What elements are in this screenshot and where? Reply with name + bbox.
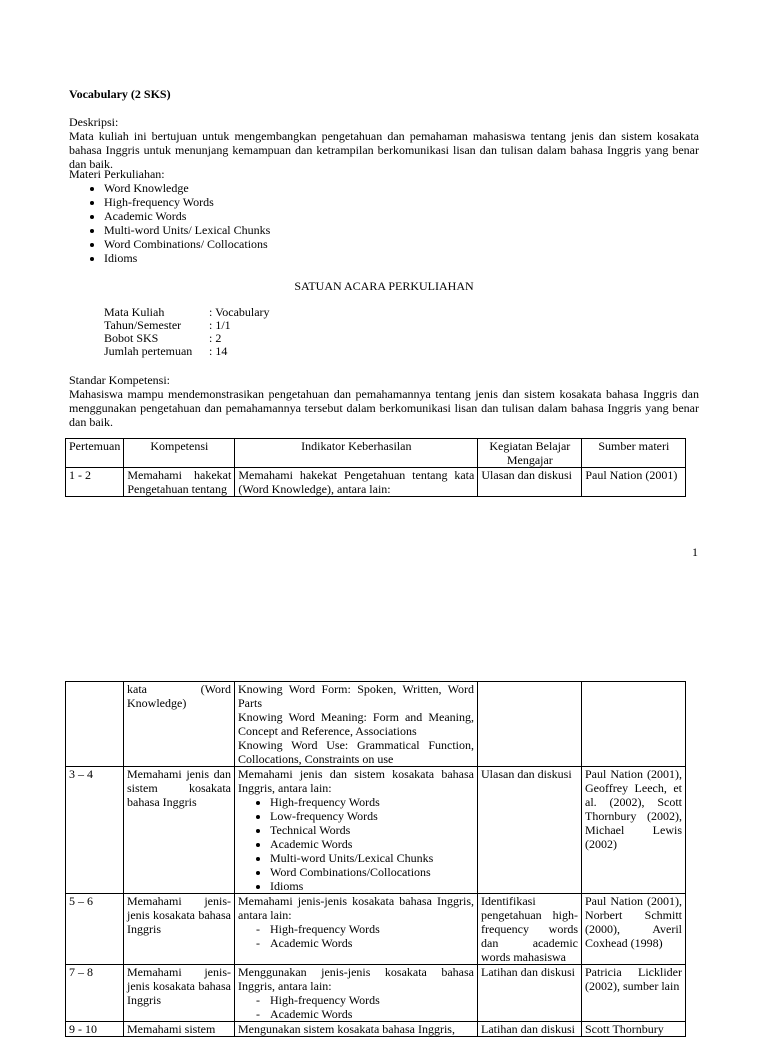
cell-pertemuan: 3 – 4: [66, 767, 124, 894]
table-row: [66, 965, 686, 1022]
cell-pertemuan: 9 - 10: [66, 1022, 124, 1037]
indikator-dash-item: - High-frequency Words: [270, 993, 474, 1007]
header-pertemuan: Pertemuan: [66, 439, 124, 468]
deskripsi-text: Mata kuliah ini bertujuan untuk mengembangkan pengetahuan dan pemahaman mahasiswa tentang jenis dan sistem kosakata bahasa Inggris untuk menunjang kemampuan dan ketrampilan berkomunikasi lisan dan tulisan dalam bahasa Inggris yang benar dan baik.: [69, 129, 699, 171]
indikator-dash-item: - High-frequency Words: [270, 922, 474, 936]
info-label: Tahun/Semester: [104, 318, 182, 332]
document-title: Vocabulary (2 SKS): [69, 87, 171, 101]
indikator-line: Knowing Word Meaning: Form and Meaning, Concept and Reference, Associations: [238, 710, 474, 738]
indikator-dashes: [238, 922, 474, 950]
cell-pertemuan: 7 – 8: [66, 965, 124, 1022]
header-indikator: Indikator Keberhasilan: [235, 439, 478, 468]
table-row: [66, 468, 686, 497]
sap-table-page2: [65, 681, 686, 1037]
indikator-bullet: • Word Combinations/Collocations: [270, 865, 474, 879]
info-value: : 14: [209, 344, 228, 358]
cell-sumber: Patricia Licklider (2002), sumber lain: [582, 965, 686, 1022]
cell-pertemuan: [66, 682, 124, 767]
materi-list: [69, 181, 699, 265]
info-label: Mata Kuliah: [104, 305, 165, 319]
cell-sumber: Paul Nation (2001), Geoffrey Leech, et al. (2002), Scott Thornbury (2002), Michael Lewis (2002): [582, 767, 686, 894]
cell-sumber: [582, 682, 686, 767]
indikator-line: Knowing Word Form: Spoken, Written, Word Parts: [238, 682, 474, 710]
cell-kegiatan: Identifikasi pengetahuan high-frequency words dan academic words mahasiswa: [478, 894, 582, 965]
cell-kompetensi: Memahami jenis-jenis kosakata bahasa Inggris: [124, 965, 235, 1022]
indikator-bullet: • High-frequency Words: [270, 795, 474, 809]
sap-table-page1: [65, 438, 686, 497]
indikator-bullet: • Idioms: [270, 879, 474, 893]
materi-section: [69, 167, 699, 265]
table-row: [66, 894, 686, 965]
cell-indikator: [235, 894, 478, 965]
info-row: [104, 345, 270, 358]
standar-label: Standar Kompetensi:: [69, 373, 170, 387]
cell-kompetensi: Memahami sistem: [124, 1022, 235, 1037]
info-label: Bobot SKS: [104, 331, 159, 345]
table-row: [66, 767, 686, 894]
sap-heading: SATUAN ACARA PERKULIAHAN: [294, 279, 474, 293]
cell-kompetensi: Memahami jenis-jenis kosakata bahasa Inggris: [124, 894, 235, 965]
cell-pertemuan: 5 – 6: [66, 894, 124, 965]
indikator-bullet: • Low-frequency Words: [270, 809, 474, 823]
table-row: [66, 682, 686, 767]
indikator-dashes: [238, 993, 474, 1021]
header-sumber: Sumber materi: [582, 439, 686, 468]
cell-kompetensi: kata (Word Knowledge): [124, 682, 235, 767]
table-header-row: [66, 439, 686, 468]
indikator-bullets: [238, 795, 474, 893]
cell-sumber: Scott Thornbury: [582, 1022, 686, 1037]
indikator-text: Menggunakan jenis-jenis kosakata bahasa Inggris, antara lain:: [238, 965, 474, 993]
standar-text: Mahasiswa mampu mendemonstrasikan pengetahuan dan pemahamannya tentang jenis dan sistem kosakata bahasa Inggris dan menggunakan pengetahuan dan pemahamannya tersebut dalam berkomunikasi lisan dan tulisan dalam bahasa Inggris yang benar dan baik.: [69, 387, 699, 429]
deskripsi-section: [69, 115, 699, 171]
standar-section: [69, 373, 699, 429]
materi-item: • Word Knowledge: [104, 181, 699, 195]
cell-pertemuan: 1 - 2: [66, 468, 124, 497]
indikator-bullet: • Multi-word Units/Lexical Chunks: [270, 851, 474, 865]
materi-item: • Idioms: [104, 251, 699, 265]
indikator-bullet: • Technical Words: [270, 823, 474, 837]
info-value: : Vocabulary: [209, 305, 270, 319]
header-kegiatan: Kegiatan Belajar Mengajar: [478, 439, 582, 468]
materi-item: • Word Combinations/ Collocations: [104, 237, 699, 251]
materi-item: • Multi-word Units/ Lexical Chunks: [104, 223, 699, 237]
cell-kegiatan: Ulasan dan diskusi: [478, 767, 582, 894]
header-kompetensi: Kompetensi: [124, 439, 235, 468]
cell-indikator: [235, 682, 478, 767]
cell-kompetensi: Memahami hakekat Pengetahuan tentang: [124, 468, 235, 497]
page-number: 1: [692, 545, 698, 559]
info-value: : 1/1: [209, 318, 231, 332]
indikator-line: Knowing Word Use: Grammatical Function, Collocations, Constraints on use: [238, 738, 474, 766]
indikator-dash-item: - Academic Words: [270, 936, 474, 950]
cell-indikator: [235, 965, 478, 1022]
materi-item: • Academic Words: [104, 209, 699, 223]
cell-sumber: Paul Nation (2001): [582, 468, 686, 497]
deskripsi-label: Deskripsi:: [69, 115, 119, 129]
cell-indikator: Mengunakan sistem kosakata bahasa Inggris,: [235, 1022, 478, 1037]
cell-indikator: [235, 767, 478, 894]
cell-kegiatan: Ulasan dan diskusi: [478, 468, 582, 497]
cell-kegiatan: [478, 682, 582, 767]
indikator-text: Memahami jenis-jenis kosakata bahasa Inggris, antara lain:: [238, 894, 474, 922]
info-value: : 2: [209, 331, 222, 345]
indikator-dash-item: - Academic Words: [270, 1007, 474, 1021]
cell-indikator: Memahami hakekat Pengetahuan tentang kata (Word Knowledge), antara lain:: [235, 468, 478, 497]
cell-kegiatan: Latihan dan diskusi: [478, 965, 582, 1022]
cell-kompetensi: Memahami jenis dan sistem kosakata bahasa Inggris: [124, 767, 235, 894]
cell-sumber: Paul Nation (2001), Norbert Schmitt (2000), Averil Coxhead (1998): [582, 894, 686, 965]
materi-label: Materi Perkuliahan:: [69, 167, 165, 181]
course-info-table: [104, 306, 270, 358]
indikator-text: Memahami jenis dan sistem kosakata bahasa Inggris, antara lain:: [238, 767, 474, 795]
materi-item: • High-frequency Words: [104, 195, 699, 209]
indikator-bullet: • Academic Words: [270, 837, 474, 851]
info-label: Jumlah pertemuan: [104, 344, 193, 358]
cell-kegiatan: Latihan dan diskusi: [478, 1022, 582, 1037]
